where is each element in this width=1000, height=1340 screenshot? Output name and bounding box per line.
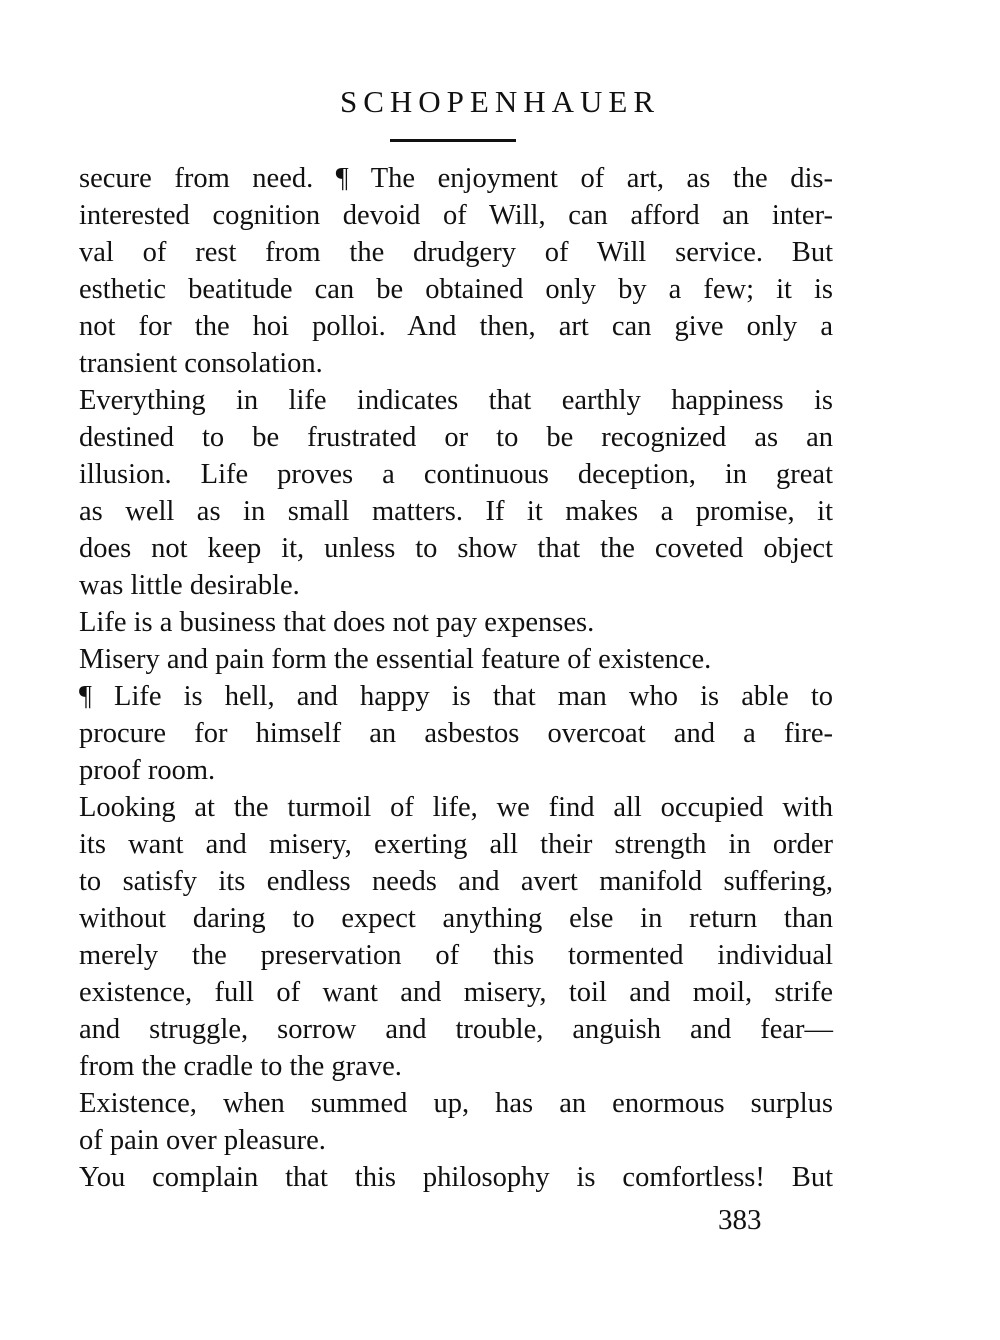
- text-line: does not keep it, unless to show that the coveted object: [79, 533, 833, 564]
- text-line: illusion. Life proves a continuous deception, in great: [79, 459, 833, 490]
- text-line: procure for himself an asbestos overcoat and a fire-: [79, 718, 833, 749]
- text-line: and struggle, sorrow and trouble, anguish and fear—: [79, 1014, 833, 1045]
- text-line: Looking at the turmoil of life, we find all occupied with: [79, 792, 833, 823]
- head-rule-divider: [390, 139, 516, 142]
- text-line: You complain that this philosophy is comfortless! But: [79, 1162, 833, 1193]
- text-line: from the cradle to the grave.: [79, 1051, 402, 1082]
- text-line: of pain over pleasure.: [79, 1125, 326, 1156]
- text-line: ¶ Life is hell, and happy is that man who is able to: [79, 681, 833, 712]
- text-line: Life is a business that does not pay expenses.: [79, 607, 595, 638]
- text-line: its want and misery, exerting all their strength in order: [79, 829, 833, 860]
- text-line: destined to be frustrated or to be recognized as an: [79, 422, 833, 453]
- body-text: [79, 160, 833, 1196]
- text-line: without daring to expect anything else in return than: [79, 903, 833, 934]
- text-line: Everything in life indicates that earthly happiness is: [79, 385, 833, 416]
- text-line: val of rest from the drudgery of Will service. But: [79, 237, 833, 268]
- text-line: merely the preservation of this tormented individual: [79, 940, 833, 971]
- text-line: existence, full of want and misery, toil and moil, strife: [79, 977, 833, 1008]
- page-number: 383: [718, 1204, 762, 1236]
- running-head: SCHOPENHAUER: [339, 84, 661, 119]
- text-line: esthetic beatitude can be obtained only by a few; it is: [79, 274, 833, 305]
- text-line: proof room.: [79, 755, 216, 786]
- text-line: interested cognition devoid of Will, can afford an inter-: [79, 200, 833, 231]
- text-line: to satisfy its endless needs and avert manifold suffering,: [79, 866, 833, 897]
- text-line: as well as in small matters. If it makes a promise, it: [79, 496, 833, 527]
- text-line: transient consolation.: [79, 348, 323, 379]
- text-line: Misery and pain form the essential feature of existence.: [79, 644, 712, 675]
- text-line: not for the hoi polloi. And then, art can give only a: [79, 311, 833, 342]
- text-line: secure from need. ¶ The enjoyment of art, as the dis-: [79, 163, 833, 194]
- text-line: Existence, when summed up, has an enormous surplus: [79, 1088, 833, 1119]
- text-line: was little desirable.: [79, 570, 300, 601]
